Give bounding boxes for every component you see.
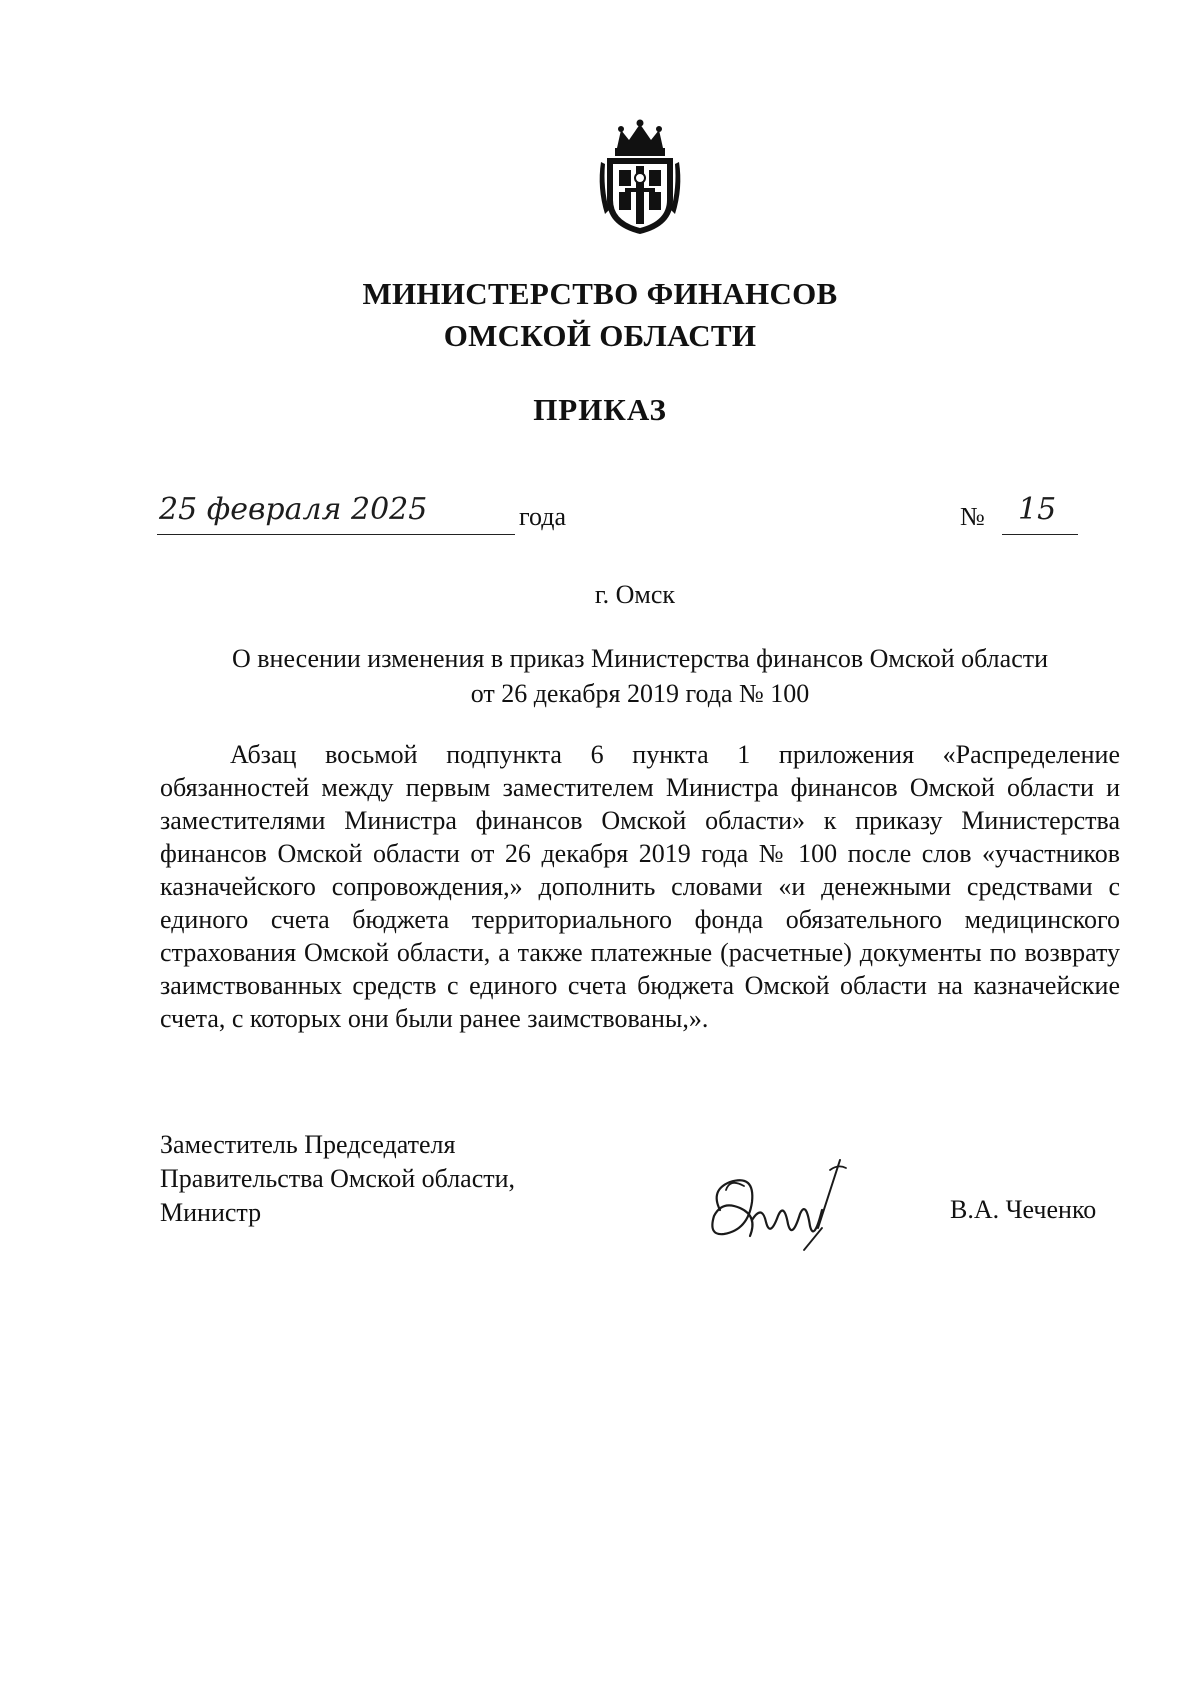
handwritten-date: 25 февраля 2025 [159,492,428,527]
signatory-name: В.А. Чеченко [950,1195,1097,1224]
organization-name-line2: ОМСКОЙ ОБЛАСТИ [443,318,757,353]
number-sign: № [960,502,985,531]
signature-icon [700,1150,860,1270]
position-line2: Правительства Омской области, [160,1164,516,1193]
document-type-title: ПРИКАЗ [533,392,667,427]
signatory-position [160,1128,680,1230]
date-suffix: года [519,502,567,531]
city: г. Омск [594,580,676,609]
subject-line1: О внесении изменения в приказ Министерства финансов Омской области [231,644,1049,673]
handwritten-number: 15 [1018,492,1057,527]
position-line3: Министр [160,1198,262,1227]
body-paragraph: Абзац восьмой подпункта 6 пункта 1 приложения «Распределение обязанностей между первым заместителем Министра финансов Омской области и заместителями Министра финансов Омской области» к приказу Министерства финансов Омской области от 26 декабря 2019 года № 100 после слов «участников казначейского сопровождения,» дополнить словами «и денежными средствами с единого счета бюджета территориального фонда обязательного медицинского страхования Омской области, а также платежные (расчетные) документы по возврату заимствованных средств с единого счета бюджета Омской области на казначейские счета, с которых они были ранее заимствованы,». [160,740,1120,1033]
organization-name-line1: МИНИСТЕРСТВО ФИНАНСОВ [362,276,838,311]
document-number [960,492,1120,538]
subject-line2: от 26 декабря 2019 года № 100 [470,679,810,708]
document-subject [160,641,1120,711]
number-underline [1002,534,1078,535]
document-date [157,492,577,538]
position-line1: Заместитель Председателя [160,1130,456,1159]
coat-of-arms-icon [595,118,685,236]
date-underline [157,534,515,535]
